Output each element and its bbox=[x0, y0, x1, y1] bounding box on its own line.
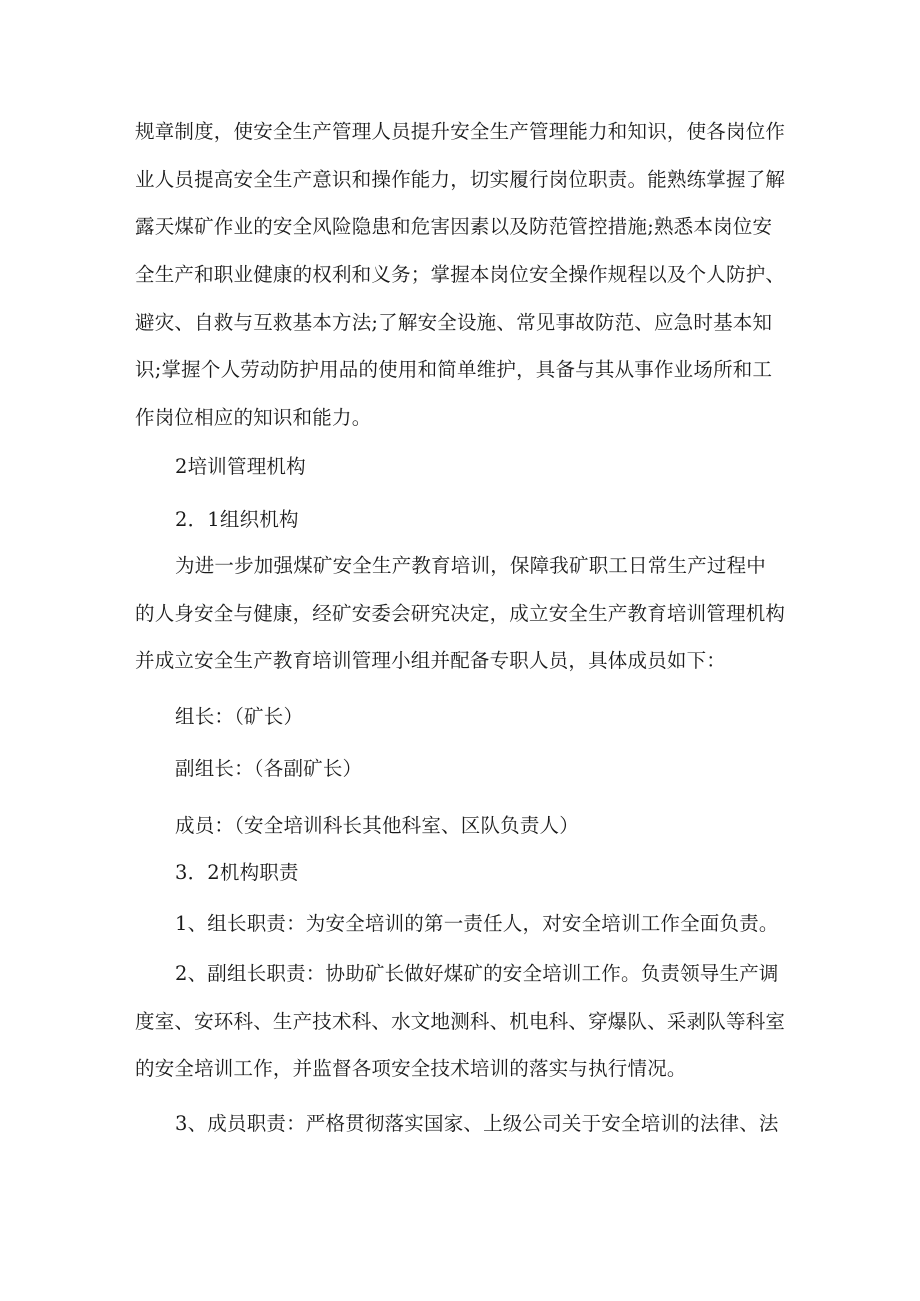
section-heading-3-2 bbox=[135, 849, 800, 897]
member-deputy bbox=[135, 745, 800, 793]
text-line: 成员：（安全培训科长其他科室、区队负责人） bbox=[175, 814, 579, 837]
duty-members bbox=[135, 1100, 800, 1148]
heading-text: 2培训管理机构 bbox=[175, 455, 306, 478]
text-line: 避灾、自救与互救基本方法;了解安全设施、常见事故防范、应急时基本知 bbox=[135, 310, 773, 334]
text-line: 的人身安全与健康，经矿安委会研究决定，成立安全生产教育培训管理机构 bbox=[135, 601, 786, 625]
duty-deputy bbox=[135, 950, 800, 1093]
text-line: 露天煤矿作业的安全风险隐患和危害因素以及防范管控措施;熟悉本岗位安 bbox=[135, 215, 773, 239]
text-line: 1、组长职责：为安全培训的第一责任人，对安全培训工作全面负责。 bbox=[175, 912, 779, 935]
text-line: 识;掌握个人劳动防护用品的使用和简单维护，具备与其从事作业场所和工 bbox=[135, 358, 773, 382]
duty-leader bbox=[135, 900, 800, 948]
paragraph-training-goals bbox=[135, 108, 800, 442]
member-members bbox=[135, 802, 800, 850]
heading-text: 2．1组织机构 bbox=[175, 508, 299, 531]
text-line: 2、副组长职责：协助矿长做好煤矿的安全培训工作。负责领导生产调 bbox=[175, 962, 779, 985]
text-line: 的安全培训工作，并监督各项安全技术培训的落实与执行情况。 bbox=[135, 1057, 687, 1081]
text-line: 组长：（矿长） bbox=[175, 705, 304, 728]
text-line: 规章制度，使安全生产管理人员提升安全生产管理能力和知识，使各岗位作 bbox=[135, 120, 786, 143]
text-line: 作岗位相应的知识和能力。 bbox=[135, 406, 372, 430]
section-heading-2 bbox=[135, 443, 800, 491]
text-line: 度室、安环科、生产技术科、水文地测科、机电科、穿爆队、采剥队等科室 bbox=[135, 1009, 786, 1033]
heading-text: 3．2机构职责 bbox=[175, 861, 299, 884]
text-line: 副组长：（各副矿长） bbox=[175, 757, 363, 780]
text-line: 业人员提高安全生产意识和操作能力，切实履行岗位职责。能熟练掌握了解 bbox=[135, 167, 786, 191]
text-line: 为进一步加强煤矿安全生产教育培训，保障我矿职工日常生产过程中 bbox=[175, 554, 767, 577]
text-line: 并成立安全生产教育培训管理小组并配备专职人员，具体成员如下： bbox=[135, 649, 727, 673]
text-line: 3、成员职责：严格贯彻落实国家、上级公司关于安全培训的法律、法 bbox=[175, 1112, 779, 1135]
paragraph-organization bbox=[135, 542, 800, 685]
text-line: 全生产和职业健康的权利和义务；掌握本岗位安全操作规程以及个人防护、 bbox=[135, 263, 786, 287]
section-heading-2-1 bbox=[135, 496, 800, 544]
member-leader bbox=[135, 693, 800, 741]
